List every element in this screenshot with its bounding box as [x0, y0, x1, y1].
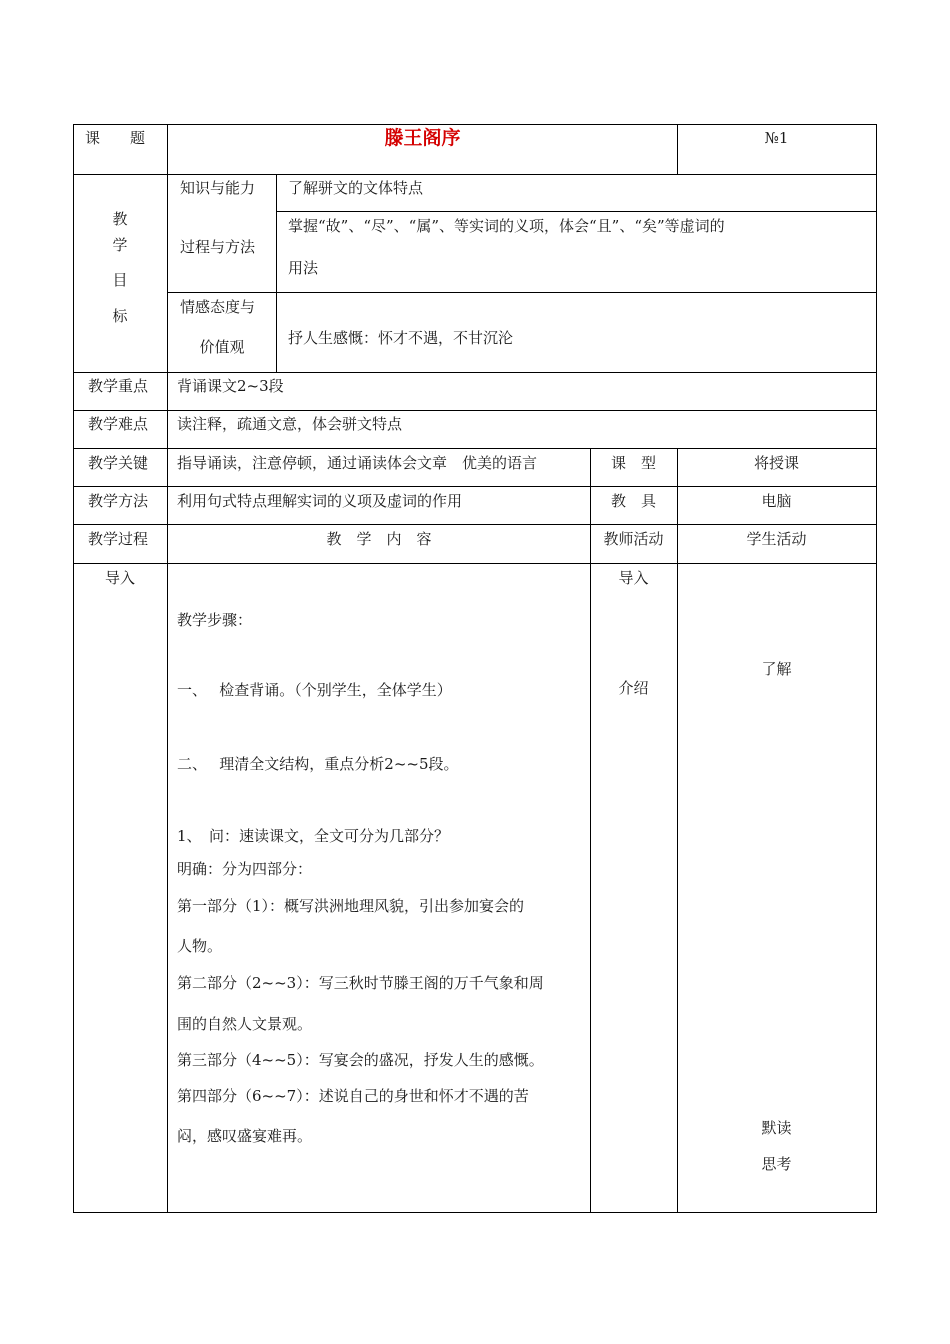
table-border-top	[73, 124, 877, 125]
knowledge-label: 知识与能力	[180, 179, 256, 197]
part-line: 第一部分（1）：概写洪洲地理风貌，引出参加宴会的	[177, 897, 525, 915]
student-column-header: 学生活动	[746, 530, 807, 548]
teacher-column-header: 教师活动	[603, 530, 664, 548]
lesson-number: №1	[764, 129, 789, 147]
table-rule	[167, 124, 168, 1213]
table-border-right	[876, 124, 877, 1213]
part-line: 围的自然人文景观。	[177, 1015, 313, 1033]
objectives-label-char: 学	[112, 236, 128, 254]
teacher-activity: 导入	[618, 569, 649, 587]
teaching-tool-label: 教 具	[610, 492, 656, 510]
teacher-activity: 介绍	[618, 679, 649, 697]
part-line: 第四部分（6~~7）：述说自己的身世和怀才不遇的苦	[177, 1087, 529, 1105]
table-rule	[590, 448, 591, 1213]
part-line: 第二部分（2~~3）：写三秋时节滕王阁的万千气象和周	[177, 974, 544, 992]
crux-value: 指导诵读，注意停顿，通过诵读体会文章 优美的语言	[177, 454, 538, 472]
difficulty-value: 读注释，疏通文意，体会骈文特点	[177, 415, 403, 433]
table-rule	[73, 372, 877, 373]
step-item: 一、 检查背诵。（个别学生，全体学生）	[177, 681, 452, 699]
table-rule	[73, 524, 877, 525]
process-method-value: 掌握“故”、“尽”、“属”、等实词的义项，体会“且”、“矣”等虚词的	[288, 217, 725, 235]
crux-label: 教学关键	[88, 454, 149, 472]
content-column-header: 教 学 内 容	[326, 530, 432, 548]
part-line: 第三部分（4~~5）：写宴会的盛况，抒发人生的感慨。	[177, 1051, 544, 1069]
part-line: 人物。	[177, 937, 223, 955]
objectives-label-char: 标	[112, 307, 128, 325]
method-value: 利用句式特点理解实词的义项及虚词的作用	[177, 492, 463, 510]
part-line: 闷，感叹盛宴难再。	[177, 1127, 313, 1145]
lesson-type-value: 将授课	[753, 454, 799, 472]
emotion-value: 抒人生感慨：怀才不遇，不甘沉沦	[288, 329, 514, 347]
question-item: 1、 问：速读课文，全文可分为几部分？	[177, 827, 450, 845]
table-rule	[73, 486, 877, 487]
emotion-label: 情感态度与	[180, 298, 256, 316]
process-method-value: 用法	[288, 259, 319, 277]
table-rule	[73, 410, 877, 411]
topic-label: 课 题	[85, 129, 146, 147]
objectives-label-char: 目	[112, 271, 128, 289]
lesson-type-label: 课 型	[610, 454, 656, 472]
emotion-label: 价值观	[199, 338, 245, 356]
answer-intro: 明确：分为四部分：	[177, 860, 313, 878]
stage-label: 导入	[104, 569, 135, 587]
lesson-title: 滕王阁序	[384, 127, 461, 149]
table-rule	[73, 448, 877, 449]
student-activity: 默读	[761, 1119, 792, 1137]
student-activity: 了解	[761, 660, 792, 678]
method-label: 教学方法	[88, 492, 149, 510]
knowledge-value: 了解骈文的文体特点	[288, 179, 424, 197]
table-border-bottom	[73, 1212, 877, 1213]
table-rule	[73, 563, 877, 564]
table-rule	[276, 211, 877, 212]
table-rule	[73, 174, 877, 175]
teaching-tool-value: 电脑	[761, 492, 792, 510]
table-rule	[276, 174, 277, 373]
table-rule	[168, 292, 877, 293]
difficulty-label: 教学难点	[88, 415, 149, 433]
table-rule	[677, 448, 678, 1213]
objectives-label-char: 教	[112, 210, 128, 228]
step-item: 二、 理清全文结构，重点分析2~~5段。	[177, 755, 459, 773]
key-point-label: 教学重点	[88, 377, 149, 395]
steps-title: 教学步骤：	[177, 611, 253, 629]
key-point-value: 背诵课文2~3段	[177, 377, 284, 395]
process-row-label: 教学过程	[88, 530, 149, 548]
student-activity: 思考	[761, 1155, 792, 1173]
process-method-label: 过程与方法	[180, 238, 256, 256]
